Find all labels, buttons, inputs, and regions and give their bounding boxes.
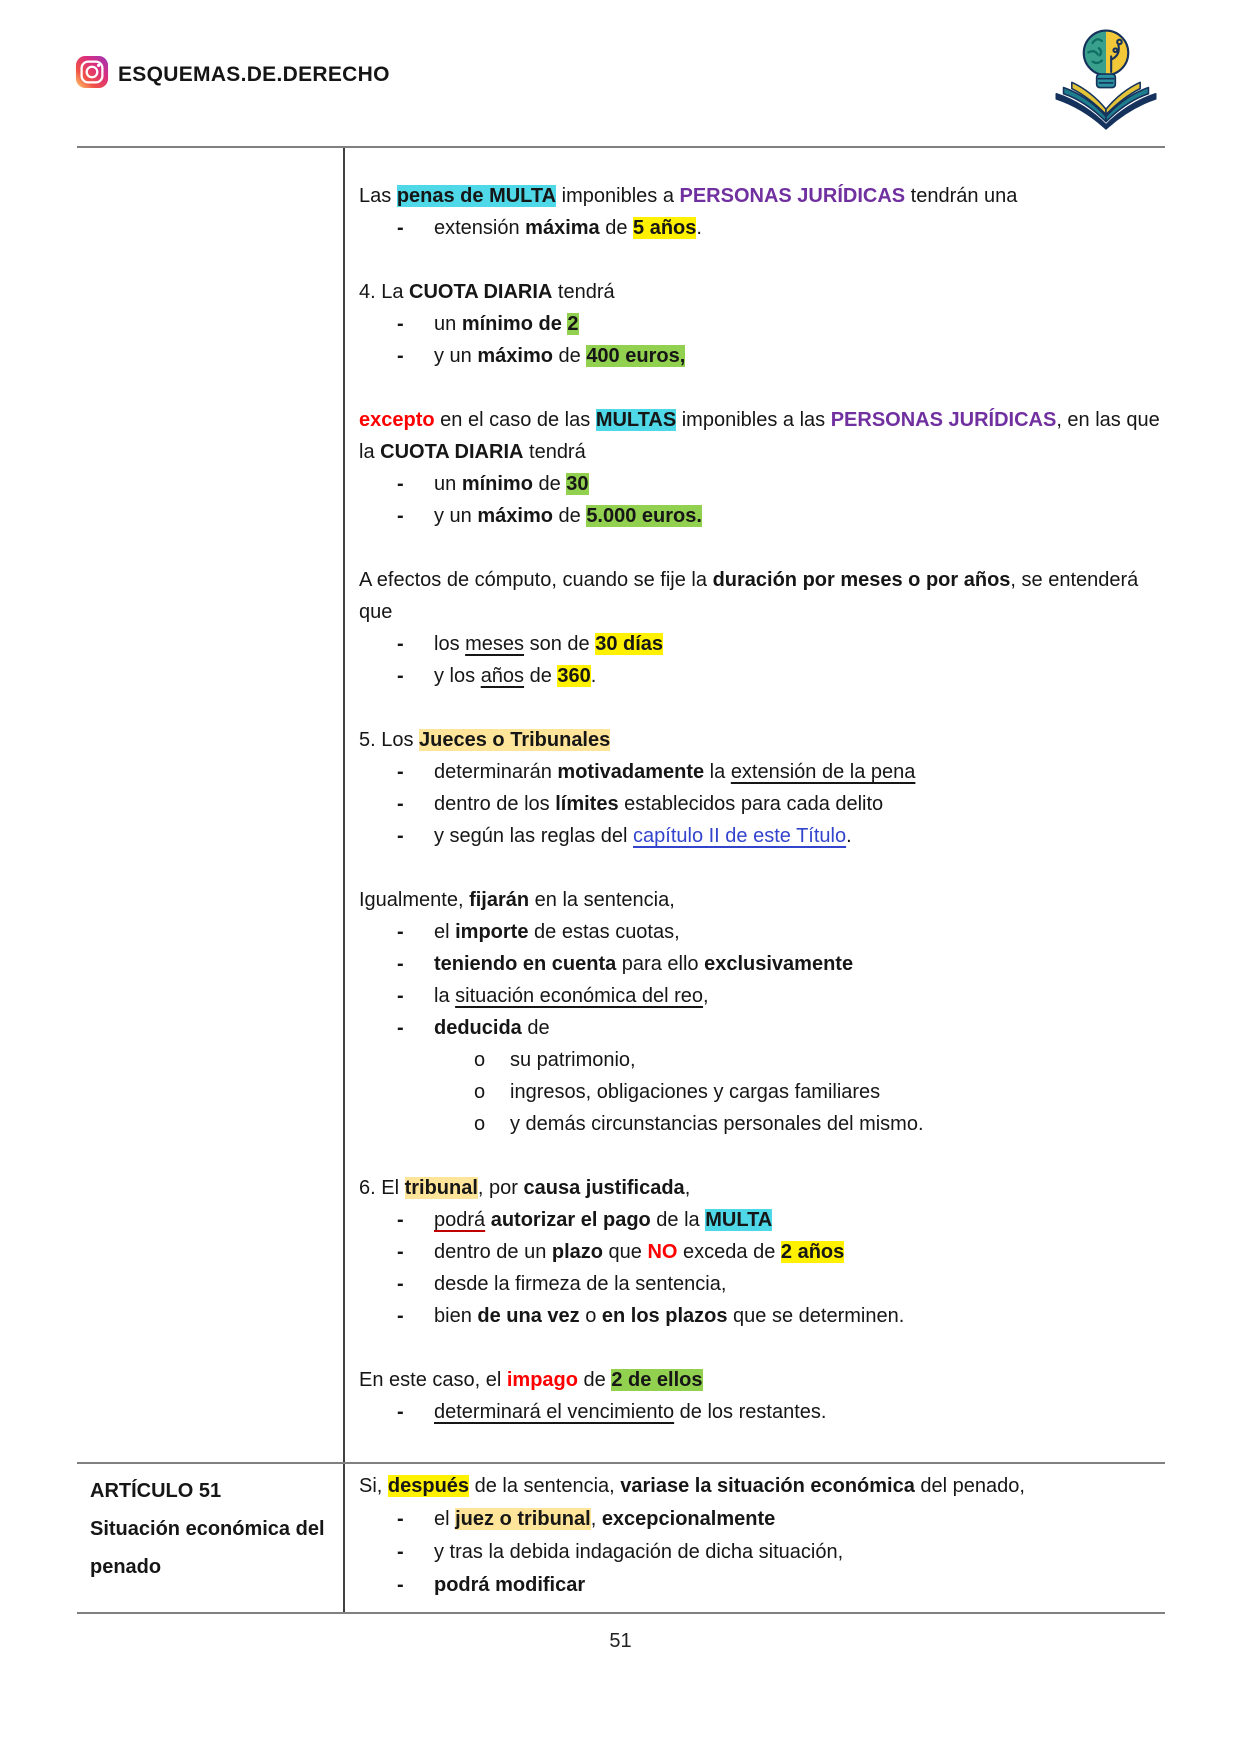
article-label-cell xyxy=(77,148,345,1462)
emphasis-run: juez o tribunal xyxy=(455,1508,591,1530)
text-run: la xyxy=(704,761,731,783)
emphasis-run: variase la situación económica xyxy=(620,1475,915,1497)
text-run: de xyxy=(521,1017,550,1039)
dash-bullet-icon: - xyxy=(397,633,404,655)
line-text xyxy=(434,1503,775,1536)
text-run: de xyxy=(552,505,587,527)
line-text xyxy=(434,1012,550,1044)
line-text xyxy=(434,500,702,532)
line-text xyxy=(359,436,586,468)
line-text xyxy=(359,1364,703,1396)
line-text xyxy=(434,1236,844,1268)
text-run: el xyxy=(434,1508,456,1530)
emphasis-run: 2 años xyxy=(780,1241,845,1263)
circle-bullet-icon: o xyxy=(474,1081,486,1103)
dash-bullet-icon: - xyxy=(397,345,404,367)
text-line xyxy=(359,212,1160,244)
emphasis-run: 5.000 euros. xyxy=(586,505,702,527)
text-run: , xyxy=(590,1508,602,1530)
text-line xyxy=(359,436,1160,468)
text-line xyxy=(359,500,1160,532)
text-run: o xyxy=(579,1305,602,1327)
line-text xyxy=(434,820,852,852)
emphasis-run: MULTAS xyxy=(595,409,677,431)
circle-bullet-icon: o xyxy=(474,1049,486,1071)
text-run: y demás circunstancias personales del mismo. xyxy=(510,1113,924,1135)
emphasis-run: después xyxy=(387,1475,470,1497)
text-run: imponibles a xyxy=(556,185,680,207)
line-text xyxy=(434,756,915,788)
dash-bullet-icon: - xyxy=(397,761,404,783)
text-run: Igualmente, xyxy=(359,889,470,911)
text-run: dentro de los xyxy=(434,793,556,815)
line-text xyxy=(434,916,680,948)
text-line xyxy=(359,564,1160,596)
emphasis-run: PERSONAS JURÍDICAS xyxy=(830,409,1057,431)
emphasis-run: PERSONAS JURÍDICAS xyxy=(679,185,906,207)
text-run: , en las que xyxy=(1056,409,1160,431)
line-text xyxy=(434,1204,772,1236)
text-run: la xyxy=(434,985,456,1007)
emphasis-run: deducida xyxy=(434,1017,522,1039)
emphasis-run: 2 de ellos xyxy=(611,1369,703,1391)
dash-bullet-icon: - xyxy=(397,1508,404,1530)
text-line xyxy=(359,1300,1160,1332)
dash-bullet-icon: - xyxy=(397,825,404,847)
text-run: la xyxy=(359,441,381,463)
text-run: su patrimonio, xyxy=(510,1049,636,1071)
circle-bullet-icon: o xyxy=(474,1113,486,1135)
text-run: un xyxy=(434,313,462,335)
table-row xyxy=(77,148,1165,1462)
dash-bullet-icon: - xyxy=(397,217,404,239)
emphasis-run: máxima xyxy=(525,217,600,239)
text-run: ingresos, obligaciones y cargas familiares xyxy=(510,1081,881,1103)
emphasis-run: de una vez xyxy=(477,1305,580,1327)
text-line xyxy=(359,180,1160,212)
emphasis-run: 30 xyxy=(566,473,589,495)
dash-bullet-icon: - xyxy=(397,1574,404,1596)
line-text xyxy=(434,948,853,980)
text-run: de xyxy=(552,345,587,367)
emphasis-run: autorizar el pago xyxy=(490,1209,651,1231)
text-run: de la xyxy=(650,1209,706,1231)
paragraph-block xyxy=(359,180,1160,244)
line-text xyxy=(359,724,610,756)
text-run: y un xyxy=(434,345,478,367)
emphasis-run: mínimo xyxy=(461,473,533,495)
text-run: y los xyxy=(434,665,481,687)
paragraph-block xyxy=(359,1172,1160,1332)
text-run: y según las reglas del xyxy=(434,825,634,847)
emphasis-run: situación económica del reo xyxy=(455,985,704,1007)
text-run: , xyxy=(684,1177,691,1199)
dash-bullet-icon: - xyxy=(397,1541,404,1563)
text-line xyxy=(359,308,1160,340)
paragraph-block xyxy=(359,724,1160,852)
dash-bullet-icon: - xyxy=(397,985,404,1007)
emphasis-run: 2 xyxy=(567,313,579,335)
emphasis-run: importe xyxy=(455,921,529,943)
paragraph-block xyxy=(359,404,1160,532)
text-line xyxy=(359,1503,1155,1536)
line-text xyxy=(359,884,675,916)
text-line xyxy=(359,276,1160,308)
emphasis-run: impago xyxy=(506,1369,578,1391)
text-run: de xyxy=(524,665,558,687)
emphasis-run: excepcionalmente xyxy=(601,1508,776,1530)
text-run: tendrán una xyxy=(905,185,1018,207)
emphasis-run: meses xyxy=(465,633,525,655)
line-text xyxy=(359,404,1160,436)
text-line xyxy=(359,1470,1155,1503)
text-run: 4. La xyxy=(359,281,410,303)
emphasis-run: teniendo en cuenta xyxy=(434,953,617,975)
emphasis-run: tribunal xyxy=(404,1177,478,1199)
line-text xyxy=(359,276,615,308)
line-text xyxy=(434,468,589,500)
page-number: 51 xyxy=(609,1630,632,1652)
paragraph-block xyxy=(359,1470,1155,1602)
emphasis-run: exclusivamente xyxy=(704,953,854,975)
text-line xyxy=(359,724,1160,756)
line-text xyxy=(434,1300,904,1332)
text-line xyxy=(359,1236,1160,1268)
text-line xyxy=(359,1396,1160,1428)
dash-bullet-icon: - xyxy=(397,921,404,943)
dash-bullet-icon: - xyxy=(397,505,404,527)
dash-bullet-icon: - xyxy=(397,1241,404,1263)
text-run: que xyxy=(603,1241,648,1263)
line-text xyxy=(434,1569,585,1602)
text-line xyxy=(359,916,1160,948)
text-run: imponibles a las xyxy=(676,409,831,431)
emphasis-run: 360 xyxy=(557,665,591,687)
emphasis-run: fijarán xyxy=(469,889,530,911)
line-text xyxy=(434,1396,826,1428)
paragraph-block xyxy=(359,276,1160,372)
emphasis-run: motivadamente xyxy=(557,761,705,783)
text-run: y tras la debida indagación de dicha situación, xyxy=(434,1541,844,1563)
text-run: el xyxy=(434,921,456,943)
emphasis-run: años xyxy=(480,665,525,687)
text-run: un xyxy=(434,473,462,495)
text-run: en el caso de las xyxy=(434,409,596,431)
emphasis-run: máximo xyxy=(477,345,553,367)
line-text xyxy=(434,628,663,660)
text-run: , xyxy=(703,985,709,1007)
text-line xyxy=(359,1364,1160,1396)
text-run: de xyxy=(599,217,634,239)
text-line xyxy=(359,628,1160,660)
text-run: determinarán xyxy=(434,761,558,783)
line-text xyxy=(434,1268,726,1300)
text-run: en la sentencia, xyxy=(529,889,675,911)
text-run: bien xyxy=(434,1305,478,1327)
article-content-cell xyxy=(345,1464,1165,1612)
text-line xyxy=(359,756,1160,788)
dash-bullet-icon: - xyxy=(397,1305,404,1327)
paragraph-block xyxy=(359,564,1160,692)
text-line xyxy=(359,1569,1155,1602)
dash-bullet-icon: - xyxy=(397,313,404,335)
line-text xyxy=(434,308,579,340)
text-line xyxy=(359,884,1160,916)
text-run: de la sentencia, xyxy=(469,1475,621,1497)
text-line xyxy=(359,404,1160,436)
text-run: del penado, xyxy=(914,1475,1025,1497)
text-run: . xyxy=(846,825,852,847)
text-run: son de xyxy=(524,633,596,655)
text-run: . xyxy=(696,217,702,239)
text-line xyxy=(359,820,1160,852)
emphasis-run: penas de MULTA xyxy=(396,185,557,207)
line-text xyxy=(359,596,392,628)
dash-bullet-icon: - xyxy=(397,953,404,975)
dash-bullet-icon: - xyxy=(397,665,404,687)
line-text xyxy=(434,1536,843,1569)
emphasis-run: Jueces o Tribunales xyxy=(419,729,611,751)
line-text xyxy=(434,660,596,692)
dash-bullet-icon: - xyxy=(397,1209,404,1231)
articles-table xyxy=(77,146,1165,1614)
text-run: , por xyxy=(477,1177,524,1199)
emphasis-run: 30 días xyxy=(595,633,664,655)
text-run: Si, xyxy=(359,1475,388,1497)
text-run: los xyxy=(434,633,466,655)
dash-bullet-icon: - xyxy=(397,793,404,815)
emphasis-run: límites xyxy=(555,793,619,815)
text-run: tendrá xyxy=(523,441,586,463)
text-run: dentro de un xyxy=(434,1241,552,1263)
text-run: de estas cuotas, xyxy=(528,921,680,943)
line-text xyxy=(359,1172,690,1204)
text-line xyxy=(359,948,1160,980)
emphasis-run: mínimo de xyxy=(461,313,568,335)
instagram-icon xyxy=(75,55,109,94)
text-run: de xyxy=(578,1369,612,1391)
line-text xyxy=(510,1076,880,1108)
emphasis-run: NO xyxy=(647,1241,678,1263)
text-run: que xyxy=(359,601,393,623)
text-line xyxy=(359,980,1160,1012)
brand-name: ESQUEMAS.DE.DERECHO xyxy=(118,62,390,86)
text-run: A efectos de cómputo, cuando se fije la xyxy=(359,569,713,591)
line-text xyxy=(359,1470,1025,1503)
brand-header xyxy=(75,55,390,94)
text-line xyxy=(359,1076,1160,1108)
text-run: En este caso, el xyxy=(359,1369,507,1391)
emphasis-run: excepto xyxy=(359,409,435,431)
emphasis-run: CUOTA DIARIA xyxy=(409,281,553,303)
emphasis-run: podrá xyxy=(434,1209,486,1231)
article-label-line: ARTÍCULO 51 xyxy=(90,1480,222,1502)
text-line xyxy=(359,596,1160,628)
line-text xyxy=(510,1108,924,1140)
emphasis-run: CUOTA DIARIA xyxy=(380,441,524,463)
line-text xyxy=(434,212,702,244)
emphasis-run: 5 años xyxy=(633,217,697,239)
text-run: 5. Los xyxy=(359,729,420,751)
line-text xyxy=(359,564,1138,596)
emphasis-run: duración por meses o por años xyxy=(712,569,1011,591)
text-run: desde la firmeza de la sentencia, xyxy=(434,1273,727,1295)
text-line xyxy=(359,1012,1160,1044)
brain-book-lightbulb-logo xyxy=(1046,14,1166,130)
dash-bullet-icon: - xyxy=(397,1273,404,1295)
text-line xyxy=(359,1108,1160,1140)
text-run: establecidos para cada delito xyxy=(618,793,884,815)
text-line xyxy=(359,468,1160,500)
line-text xyxy=(434,788,883,820)
emphasis-run: en los plazos xyxy=(601,1305,728,1327)
text-line xyxy=(359,1044,1160,1076)
line-text xyxy=(434,980,709,1012)
text-run: . xyxy=(590,665,597,687)
text-run: exceda de xyxy=(677,1241,781,1263)
text-line xyxy=(359,788,1160,820)
emphasis-run: determinará el vencimiento xyxy=(434,1401,675,1423)
dash-bullet-icon: - xyxy=(397,473,404,495)
text-line xyxy=(359,660,1160,692)
chapter-link[interactable]: capítulo II de este Título xyxy=(633,825,847,847)
text-run: de los restantes. xyxy=(674,1401,827,1423)
emphasis-run: MULTA xyxy=(705,1209,773,1231)
article-content-cell xyxy=(345,148,1170,1462)
text-run: que se determinen. xyxy=(727,1305,905,1327)
text-line xyxy=(359,1268,1160,1300)
dash-bullet-icon: - xyxy=(397,1401,404,1423)
text-run: 6. El xyxy=(359,1177,405,1199)
table-row xyxy=(77,1462,1165,1612)
line-text xyxy=(510,1044,636,1076)
text-run: para ello xyxy=(616,953,705,975)
emphasis-run: extensión de la pena xyxy=(730,761,916,783)
article-label-line: penado xyxy=(90,1556,162,1578)
text-run: Las xyxy=(359,185,397,207)
dash-bullet-icon: - xyxy=(397,1017,404,1039)
text-line xyxy=(359,1536,1155,1569)
text-line xyxy=(359,1172,1160,1204)
line-text xyxy=(359,180,1017,212)
text-line xyxy=(359,340,1160,372)
article-label-cell xyxy=(77,1464,345,1612)
text-run: de xyxy=(532,473,567,495)
text-run: , se entenderá xyxy=(1010,569,1139,591)
line-text xyxy=(434,340,685,372)
text-run: y un xyxy=(434,505,478,527)
emphasis-run: máximo xyxy=(477,505,553,527)
emphasis-run: podrá modificar xyxy=(434,1574,586,1596)
paragraph-block xyxy=(359,884,1160,1140)
text-run: extensión xyxy=(434,217,526,239)
emphasis-run: 400 euros, xyxy=(586,345,686,367)
emphasis-run: plazo xyxy=(551,1241,603,1263)
text-run: tendrá xyxy=(552,281,615,303)
emphasis-run: causa justificada xyxy=(523,1177,685,1199)
paragraph-block xyxy=(359,1364,1160,1428)
article-label-line: Situación económica del xyxy=(90,1518,325,1540)
text-line xyxy=(359,1204,1160,1236)
